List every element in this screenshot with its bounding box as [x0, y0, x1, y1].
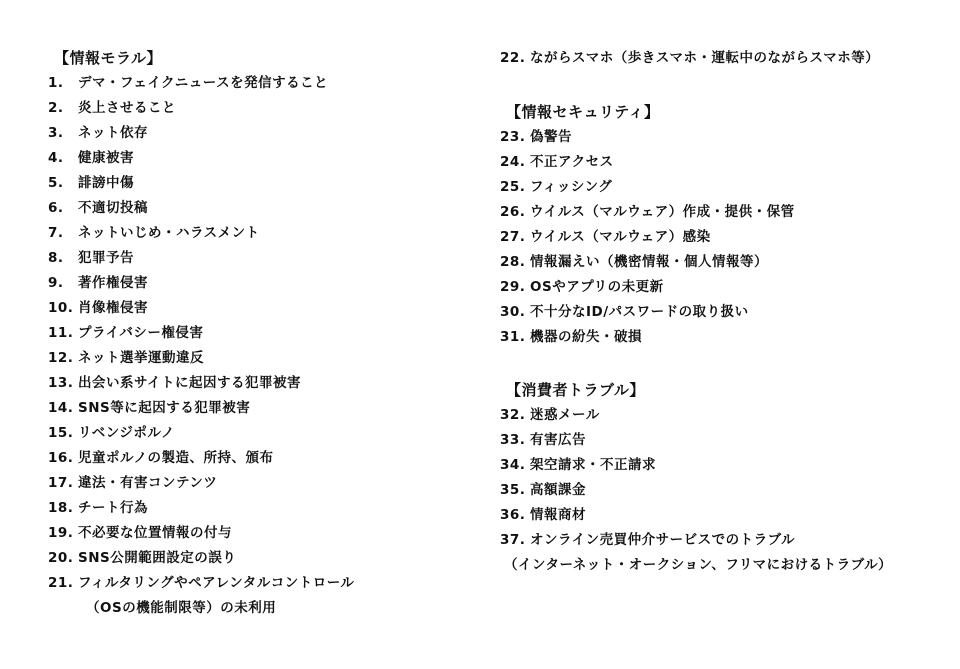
item-number: 36. [500, 507, 526, 523]
item-text: 高額課金 [530, 482, 586, 498]
item-text: 架空請求・不正請求 [530, 457, 656, 473]
item-text: フィッシング [530, 179, 613, 195]
list-item [48, 471, 468, 496]
item-number: 32. [500, 407, 526, 423]
section-heading-info-security: 【情報セキュリティ】 [506, 103, 660, 121]
item-number: 23. [500, 129, 526, 145]
item-text: フィルタリングやペアレンタルコントロール [78, 575, 355, 591]
list-item [48, 296, 468, 321]
item-number: 7. [48, 225, 64, 241]
item-text: OSやアプリの未更新 [530, 279, 664, 295]
list-item [48, 71, 468, 96]
item-text: ネットいじめ・ハラスメント [78, 225, 260, 241]
item-number: 10. [48, 300, 74, 316]
list-item [500, 428, 940, 453]
list-item [500, 453, 940, 478]
item-number: 34. [500, 457, 526, 473]
list-item [48, 171, 468, 196]
item-text: 偽警告 [530, 129, 572, 145]
item-number: 35. [500, 482, 526, 498]
item-text: ネット依存 [78, 125, 148, 141]
list-item [48, 271, 468, 296]
list-item [500, 150, 940, 175]
item-number: 29. [500, 279, 526, 295]
list-item [48, 346, 468, 371]
item-text: 健康被害 [78, 150, 134, 166]
item-number: 24. [500, 154, 526, 170]
item-number: 17. [48, 475, 74, 491]
list-item [500, 200, 940, 225]
item-text: 迷惑メール [530, 407, 600, 423]
item-text: ネット選挙運動違反 [78, 350, 204, 366]
spacer [500, 71, 940, 100]
list-item [500, 325, 940, 350]
item-number: 11. [48, 325, 74, 341]
item-number: 26. [500, 204, 526, 220]
list-item [500, 275, 940, 300]
item-text: 違法・有害コンテンツ [78, 475, 218, 491]
item-text: ウイルス（マルウェア）感染 [530, 229, 711, 245]
left-column [48, 46, 468, 621]
list-item [48, 546, 468, 571]
item-text: 児童ポルノの製造、所持、頒布 [78, 450, 274, 466]
item-number: 5. [48, 175, 64, 191]
spacer [500, 350, 940, 378]
item-text: 炎上させること [78, 100, 176, 116]
item-text: 犯罪予告 [78, 250, 134, 266]
item-number: 15. [48, 425, 74, 441]
item-text: 情報漏えい（機密情報・個人情報等） [530, 254, 768, 270]
item-number: 20. [48, 550, 74, 566]
list-item [500, 403, 940, 428]
list-item [500, 125, 940, 150]
item-number: 30. [500, 304, 526, 320]
list-item [48, 221, 468, 246]
item-number: 25. [500, 179, 526, 195]
item-text: SNS公開範囲設定の誤り [78, 550, 237, 566]
section-heading-consumer-trouble: 【消費者トラブル】 [506, 381, 645, 399]
item-text: オンライン売買仲介サービスでのトラブル [530, 532, 796, 548]
item-text: 不十分なID/パスワードの取り扱い [530, 304, 749, 320]
item-text: 不正アクセス [530, 154, 614, 170]
list-item [500, 250, 940, 275]
item-number: 16. [48, 450, 74, 466]
item-number: 2. [48, 100, 64, 116]
list-item [500, 225, 940, 250]
item-text: チート行為 [78, 500, 148, 516]
item-text: 出会い系サイトに起因する犯罪被害 [78, 375, 302, 391]
right-column [500, 46, 940, 578]
item-number: 18. [48, 500, 74, 516]
list-item [48, 571, 468, 596]
list-item [48, 371, 468, 396]
item-text: ウイルス（マルウェア）作成・提供・保管 [530, 204, 795, 220]
list-item [500, 46, 940, 71]
list-item [48, 146, 468, 171]
list-item [48, 521, 468, 546]
item-text: プライバシー権侵害 [78, 325, 204, 341]
item-number: 12. [48, 350, 74, 366]
item-number: 6. [48, 200, 64, 216]
item-number: 33. [500, 432, 526, 448]
item-number: 14. [48, 400, 74, 416]
section-heading-info-morals: 【情報モラル】 [54, 49, 163, 67]
item-text: 不適切投稿 [78, 200, 148, 216]
item-number: 28. [500, 254, 526, 270]
item-number: 27. [500, 229, 526, 245]
item-number: 4. [48, 150, 64, 166]
item-number: 19. [48, 525, 74, 541]
list-item [48, 421, 468, 446]
item-number: 31. [500, 329, 526, 345]
item-number: 3. [48, 125, 64, 141]
item-text: SNS等に起因する犯罪被害 [78, 400, 251, 416]
item-text: 不必要な位置情報の付与 [78, 525, 232, 541]
list-item [48, 396, 468, 421]
item-number: 1. [48, 75, 64, 91]
list-item [500, 175, 940, 200]
item-number: 9. [48, 275, 64, 291]
list-item [48, 321, 468, 346]
item-text: 誹謗中傷 [78, 175, 134, 191]
item-text: デマ・フェイクニュースを発信すること [78, 75, 329, 91]
list-item [48, 121, 468, 146]
item-text: 情報商材 [530, 507, 586, 523]
item-number: 8. [48, 250, 64, 266]
item-text: 有害広告 [530, 432, 586, 448]
list-item [48, 446, 468, 471]
item-continuation: （OSの機能制限等）の未利用 [86, 600, 277, 616]
item-number: 37. [500, 532, 526, 548]
list-item [500, 300, 940, 325]
item-text: 著作権侵害 [78, 275, 148, 291]
list-item [48, 96, 468, 121]
item-text: リベンジポルノ [78, 425, 175, 441]
item-text: 肖像権侵害 [78, 300, 148, 316]
item-number: 22. [500, 50, 526, 66]
item-number: 21. [48, 575, 74, 591]
list-item [500, 528, 940, 553]
item-number: 13. [48, 375, 74, 391]
list-item [48, 496, 468, 521]
item-continuation: （インターネット・オークション、フリマにおけるトラブル） [504, 557, 893, 573]
item-text: 機器の紛失・破損 [530, 329, 642, 345]
list-item [48, 196, 468, 221]
item-text: ながらスマホ（歩きスマホ・運転中のながらスマホ等） [530, 50, 880, 66]
list-item [48, 246, 468, 271]
list-item [500, 503, 940, 528]
list-item [500, 478, 940, 503]
